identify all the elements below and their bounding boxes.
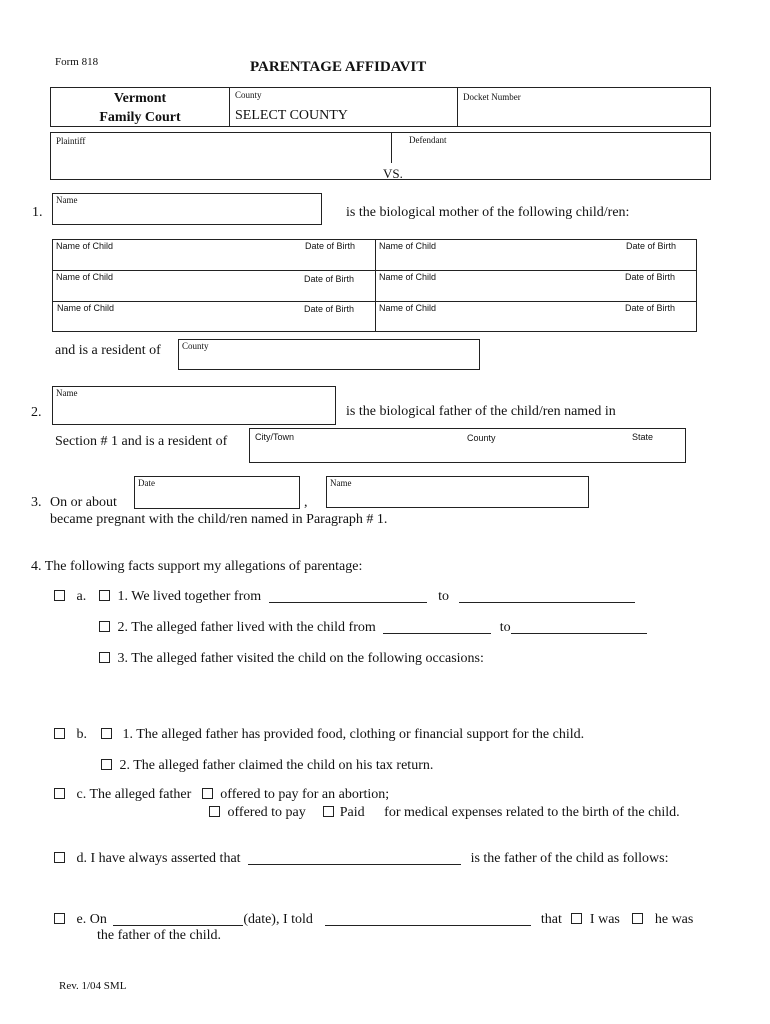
father-lived-checkbox[interactable] — [99, 621, 110, 632]
father-lived-to-blank[interactable] — [511, 620, 647, 634]
item-d-checkbox[interactable] — [54, 852, 65, 863]
item-c2-row — [209, 805, 680, 821]
item-a3-row — [99, 651, 484, 667]
lived-together-to-blank[interactable] — [459, 589, 635, 603]
father-statement: is the biological father of the child/ren named in — [346, 404, 616, 419]
offered-to-pay-text: offered to pay — [227, 805, 306, 820]
county-value: SELECT COUNTY — [235, 108, 348, 123]
item-a-label: a. — [76, 589, 87, 604]
father-lived-from-blank[interactable] — [383, 620, 491, 634]
pregnancy-statement: became pregnant with the child/ren named in Paragraph # 1. — [50, 512, 388, 527]
defendant-field[interactable] — [392, 133, 710, 179]
child-entry[interactable] — [376, 271, 696, 301]
he-was-text: he was — [654, 912, 694, 927]
comma: , — [304, 495, 308, 510]
he-was-checkbox[interactable] — [632, 913, 643, 924]
item-b-label: b. — [76, 727, 87, 742]
father-county-label: County — [467, 433, 496, 443]
support-text: 1. The alleged father has provided food, clothing or financial support for the child. — [122, 727, 585, 742]
father-visited-text: 3. The alleged father visited the child on the following occasions: — [117, 651, 484, 666]
date-label: Date — [138, 478, 155, 488]
father-residence-field[interactable] — [249, 428, 686, 463]
item-c-row — [54, 787, 389, 803]
asserted-father-blank[interactable] — [248, 851, 461, 865]
item-c-checkbox[interactable] — [54, 788, 65, 799]
child-entry[interactable] — [53, 302, 375, 331]
father-resident-text: Section # 1 and is a resident of — [55, 434, 228, 449]
child-dob-label: Date of Birth — [625, 272, 676, 282]
mother-statement: is the biological mother of the following child/ren: — [346, 205, 630, 220]
paid-checkbox[interactable] — [323, 806, 334, 817]
item-a2-row — [99, 620, 647, 636]
that-text: that — [540, 912, 562, 927]
city-label: City/Town — [255, 432, 295, 442]
asserted-text: d. I have always asserted that — [76, 851, 241, 866]
told-date-blank[interactable] — [113, 912, 243, 926]
mother-county-field[interactable] — [178, 339, 480, 370]
to-label: to — [499, 620, 511, 635]
county-label: County — [235, 90, 262, 100]
tax-return-checkbox[interactable] — [101, 759, 112, 770]
father-of-child-text: the father of the child. — [97, 928, 222, 943]
section-2-number: 2. — [31, 405, 42, 420]
plaintiff-field[interactable] — [51, 133, 391, 179]
child-dob-label: Date of Birth — [304, 304, 355, 314]
father-visited-checkbox[interactable] — [99, 652, 110, 663]
medical-expenses-text: for medical expenses related to the birth of the child. — [384, 805, 680, 820]
child-dob-label: Date of Birth — [305, 241, 356, 251]
child-entry[interactable] — [53, 240, 375, 270]
state-label: State — [632, 432, 654, 442]
abortion-checkbox[interactable] — [202, 788, 213, 799]
item-e-checkbox[interactable] — [54, 913, 65, 924]
mother-name-label: Name — [56, 195, 78, 205]
form-number: Form 818 — [55, 56, 99, 68]
court-name: Family Court — [99, 110, 181, 125]
mother-resident-text: and is a resident of — [55, 343, 161, 358]
child-dob-label: Date of Birth — [626, 241, 677, 251]
item-b2-row — [101, 758, 433, 774]
child-name-label: Name of Child — [56, 272, 114, 282]
court-name-cell — [51, 88, 230, 126]
child-name-label: Name of Child — [56, 241, 114, 251]
plaintiff-label: Plaintiff — [56, 136, 86, 146]
item-b1-row — [101, 727, 584, 743]
county-select[interactable] — [230, 88, 458, 126]
child-entry[interactable] — [376, 302, 696, 331]
abortion-text: offered to pay for an abortion; — [220, 787, 390, 802]
item-c-label: c. The alleged father — [76, 787, 192, 802]
item-b-row — [54, 727, 87, 743]
pregnancy-date-field[interactable] — [134, 476, 300, 509]
court-header-box — [50, 87, 711, 127]
child-name-label: Name of Child — [379, 272, 437, 282]
date-told-text: (date), I told — [243, 912, 313, 927]
tax-return-text: 2. The alleged father claimed the child on his tax return. — [119, 758, 434, 773]
support-checkbox[interactable] — [101, 728, 112, 739]
i-was-text: I was — [589, 912, 620, 927]
section-3-number: 3. — [31, 495, 42, 510]
child-name-label: Name of Child — [57, 303, 115, 313]
paid-text: Paid — [339, 805, 365, 820]
revision-note: Rev. 1/04 SML — [59, 980, 127, 992]
child-dob-label: Date of Birth — [625, 303, 676, 313]
docket-number-field[interactable] — [458, 88, 710, 126]
father-name-field[interactable] — [52, 386, 336, 425]
docket-label: Docket Number — [463, 92, 521, 102]
pregnant-name-label: Name — [330, 478, 352, 488]
child-name-label: Name of Child — [379, 303, 437, 313]
child-entry[interactable] — [53, 271, 375, 301]
offered-to-pay-checkbox[interactable] — [209, 806, 220, 817]
child-entry[interactable] — [376, 240, 696, 270]
section-1-number: 1. — [32, 205, 43, 220]
pregnant-name-field[interactable] — [326, 476, 589, 508]
page-title: PARENTAGE AFFIDAVIT — [250, 59, 427, 75]
mother-county-label: County — [182, 341, 209, 351]
item-b-checkbox[interactable] — [54, 728, 65, 739]
on-or-about-text: On or about — [50, 495, 117, 510]
defendant-label: Defendant — [409, 135, 447, 145]
i-was-checkbox[interactable] — [571, 913, 582, 924]
item-e-row — [54, 912, 693, 928]
court-state: Vermont — [113, 91, 167, 106]
child-dob-label: Date of Birth — [304, 274, 355, 284]
to-label: to — [438, 589, 450, 604]
child-name-label: Name of Child — [379, 241, 437, 251]
lived-together-from-blank[interactable] — [269, 589, 427, 603]
versus-label: VS. — [383, 166, 403, 181]
on-text: e. On — [76, 912, 107, 927]
parties-box — [50, 132, 711, 180]
mother-name-field[interactable] — [52, 193, 322, 225]
father-name-label: Name — [56, 388, 78, 398]
item-a-row — [54, 589, 86, 605]
children-table — [52, 239, 697, 332]
lived-together-text: 1. We lived together from — [117, 589, 262, 604]
asserted-tail-text: is the father of the child as follows: — [470, 851, 669, 866]
section-4-intro: 4. The following facts support my allegations of parentage: — [31, 559, 363, 574]
told-person-blank[interactable] — [325, 912, 531, 926]
lived-together-checkbox[interactable] — [99, 590, 110, 601]
item-a1-row — [99, 589, 635, 605]
item-a-checkbox[interactable] — [54, 590, 65, 601]
father-lived-text: 2. The alleged father lived with the child from — [117, 620, 376, 635]
item-d-row — [54, 851, 668, 867]
